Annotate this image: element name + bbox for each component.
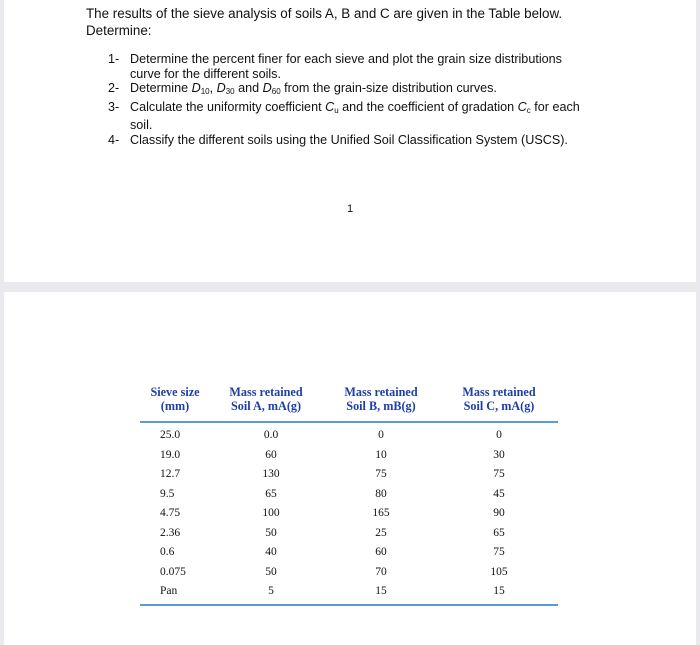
task-text: soil. bbox=[130, 118, 153, 133]
cell-sieve-size: Pan bbox=[160, 585, 178, 597]
header-soil-b bbox=[322, 385, 440, 421]
cell-soil-b: 25 bbox=[375, 526, 387, 539]
table-body bbox=[140, 423, 558, 604]
cell-soil-c: 15 bbox=[493, 585, 505, 597]
sieve-analysis-table bbox=[140, 385, 558, 606]
task-text: Calculate the uniformity coefficient $C_u$ and the coefficient of gradation $C_c$ for each bbox=[130, 99, 580, 115]
task-text: Classify the different soils using the Unified Soil Classification System (USCS). bbox=[130, 132, 568, 147]
header-line: Sieve size bbox=[150, 385, 200, 399]
cell-soil-a: 50 bbox=[265, 565, 277, 578]
cell-soil-a: 60 bbox=[265, 448, 277, 461]
table-row bbox=[140, 543, 558, 563]
cell-sieve-size: 4.75 bbox=[160, 507, 181, 519]
header-line: Mass retained bbox=[462, 385, 536, 399]
header-line: Mass retained bbox=[229, 385, 303, 399]
cell-soil-a: 40 bbox=[265, 546, 277, 558]
cell-soil-a: 5 bbox=[268, 585, 274, 597]
task-item bbox=[108, 81, 628, 100]
table-row bbox=[140, 465, 558, 485]
task-number: 2- bbox=[108, 81, 120, 96]
cell-soil-a: 50 bbox=[265, 526, 277, 539]
cell-soil-b: 80 bbox=[375, 487, 387, 500]
cell-soil-c: 75 bbox=[493, 546, 505, 558]
table-row bbox=[140, 446, 558, 466]
cell-soil-c: 30 bbox=[493, 448, 505, 461]
task-number: 4- bbox=[108, 132, 120, 147]
header-sieve-size bbox=[140, 385, 210, 421]
table-row bbox=[140, 582, 558, 602]
table-row bbox=[140, 524, 558, 544]
task-number: 3- bbox=[108, 99, 120, 114]
cell-soil-a: 65 bbox=[265, 487, 277, 500]
cell-soil-c: 90 bbox=[493, 507, 505, 519]
table-row bbox=[140, 426, 558, 446]
header-line: (mm) bbox=[160, 399, 190, 413]
cell-soil-c: 75 bbox=[493, 468, 505, 480]
cell-sieve-size: 9.5 bbox=[160, 487, 175, 500]
cell-soil-b: 165 bbox=[372, 507, 390, 519]
cell-soil-b: 60 bbox=[375, 546, 387, 558]
cell-sieve-size: 0.075 bbox=[160, 565, 186, 578]
task-list bbox=[108, 52, 628, 148]
cell-soil-c: 0 bbox=[496, 429, 502, 441]
cell-sieve-size: 2.36 bbox=[160, 526, 181, 539]
table-row bbox=[140, 504, 558, 524]
cell-soil-b: 70 bbox=[375, 565, 387, 578]
cell-soil-b: 10 bbox=[375, 448, 387, 461]
cell-sieve-size: 12.7 bbox=[160, 468, 181, 480]
header-line: Soil B, mB(g) bbox=[346, 399, 416, 413]
cell-sieve-size: 25.0 bbox=[160, 429, 181, 441]
cell-soil-a: 0.0 bbox=[263, 429, 279, 441]
cell-sieve-size: 19.0 bbox=[160, 448, 181, 461]
table-row bbox=[140, 485, 558, 505]
intro-line-2: Determine: bbox=[86, 23, 152, 38]
table-bottom-rule bbox=[140, 604, 558, 606]
intro-text bbox=[86, 5, 562, 39]
table-row bbox=[140, 563, 558, 583]
task-text: Determine the percent finer for each sieve and plot the grain size distributions bbox=[130, 52, 562, 66]
task-item bbox=[108, 52, 628, 81]
header-line: Soil C, mA(g) bbox=[463, 399, 535, 413]
cell-soil-c: 105 bbox=[490, 565, 508, 578]
cell-soil-a: 130 bbox=[262, 468, 280, 480]
cell-soil-c: 65 bbox=[493, 526, 505, 539]
page-number: 1 bbox=[347, 203, 354, 215]
header-line: Soil A, mA(g) bbox=[230, 399, 302, 413]
task-item bbox=[108, 133, 628, 148]
task-text: curve for the different soils. bbox=[130, 66, 281, 81]
header-soil-c bbox=[440, 385, 558, 421]
cell-soil-c: 45 bbox=[493, 487, 505, 500]
task-text: Determine $D_{10}$, $D_{30}$ and $D_{60}$ from the grain-size distribution curves. bbox=[130, 81, 497, 97]
cell-soil-b: 15 bbox=[375, 585, 387, 597]
cell-soil-b: 0 bbox=[378, 429, 384, 441]
cell-soil-a: 100 bbox=[262, 507, 280, 519]
cell-soil-b: 75 bbox=[375, 468, 387, 480]
task-item bbox=[108, 100, 628, 133]
header-soil-a bbox=[210, 385, 322, 421]
task-number: 1- bbox=[108, 52, 120, 66]
cell-sieve-size: 0.6 bbox=[160, 546, 175, 558]
document-page-1 bbox=[4, 0, 696, 282]
intro-line-1: The results of the sieve analysis of soils A, B and C are given in the Table below. bbox=[86, 6, 563, 21]
header-line: Mass retained bbox=[344, 385, 418, 399]
table-header bbox=[140, 385, 558, 421]
